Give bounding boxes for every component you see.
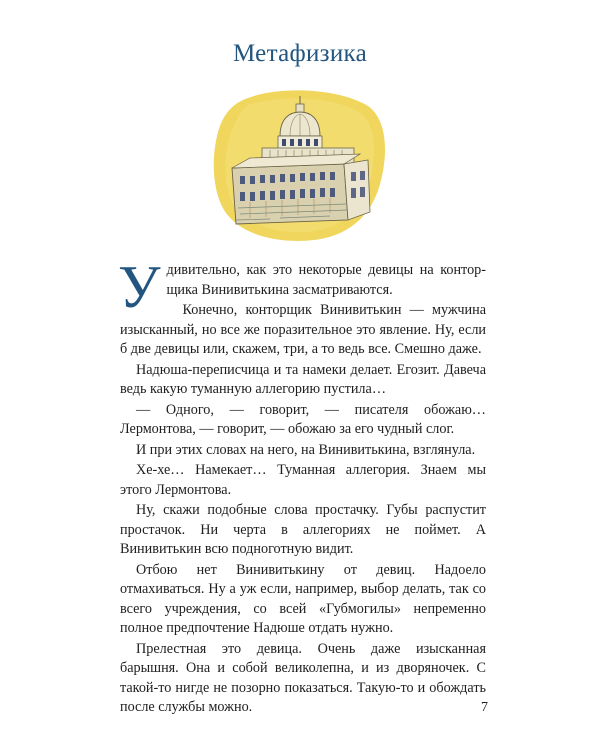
- page-number: 7: [481, 700, 488, 715]
- paragraph: Ну, скажи подобные слова простачку. Губы распустит простачок. Ни черта в аллегориях не поймет. А Винивитькин всю подноготную видит.: [120, 502, 486, 557]
- paragraph: — Одного, — говорит, — писателя обожаю… Лермонтова, — говорит, — обожаю за его чудный слог.: [120, 401, 486, 437]
- chapter-title: Метафизика: [232, 40, 368, 67]
- paragraph: Надюша-переписчица и та намеки делает. Егозит. Давеча ведь какую туманную аллегорию пустила…: [120, 361, 486, 397]
- drop-cap: У: [118, 254, 161, 320]
- paragraph-first: [118, 254, 486, 320]
- paragraph: И при этих словах на него, на Винивитькина, взглянула.: [136, 441, 476, 458]
- building-illustration: [210, 84, 390, 244]
- paragraph: Хе-хе… Намекает… Туманная аллегория. Знаем мы этого Лермонтова.: [120, 462, 486, 498]
- side-wing: [344, 160, 370, 220]
- paragraph: Прелестная это девица. Очень даже изысканная барышня. Она и собой великолепна, и из дворяночек. С такой-то нигде не позорно показаться. Такую-то и обождать после службы можно.: [120, 640, 486, 715]
- paragraph: Конечно, конторщик Винивитькин — мужчина изысканный, но все же поразительное это явление. Ну, если б две девицы или, скажем, три, а то ведь все. Смешно даже.: [120, 302, 486, 357]
- paragraph: Отбою нет Винивитькину от девиц. Надоело отмахиваться. Ну а уж если, например, выбор делать, так со всего учреждения, со всей «Губмогилы» непременно полное предпочтение Надюше отдать нужно.: [120, 561, 486, 636]
- body-text: [118, 254, 486, 718]
- first-paragraph-text: дивительно, как это некоторые девицы на конторщика Винивитькина засматриваются.: [166, 262, 486, 298]
